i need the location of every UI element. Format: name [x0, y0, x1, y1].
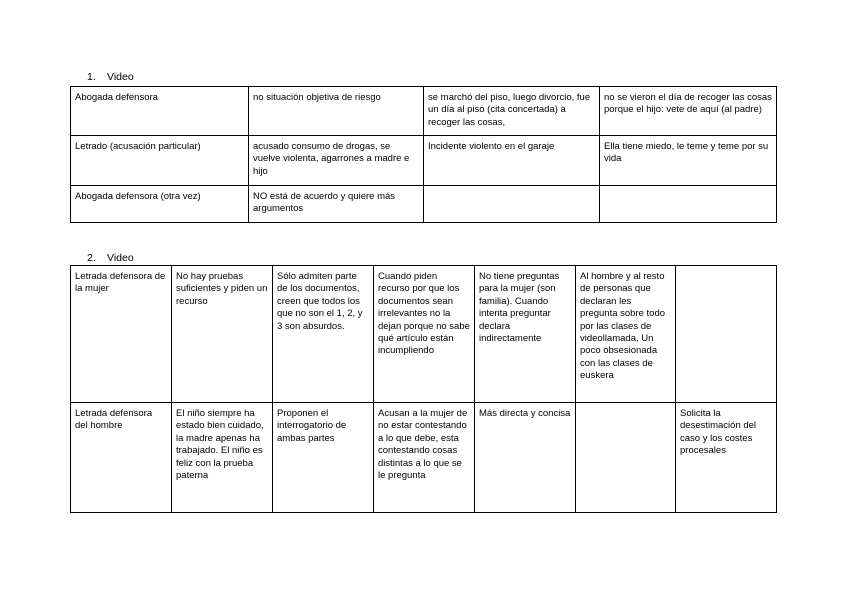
section1-number: 1.: [87, 71, 96, 83]
table-cell: Letrado (acusación particular): [71, 136, 249, 186]
section1-table: [70, 86, 777, 223]
table-cell: no situación objetiva de riesgo: [249, 87, 424, 136]
section2-title: Video: [107, 252, 134, 264]
table-cell: Abogada defensora: [71, 87, 249, 136]
table-cell: NO está de acuerdo y quiere más argumentos: [249, 186, 424, 223]
table-row: [71, 87, 777, 136]
table-cell: Proponen el interrogatorio de ambas partes: [273, 403, 374, 513]
table-cell: No hay pruebas suficientes y piden un recurso: [172, 266, 273, 403]
table-cell: Cuando piden recurso por que los documentos sean irrelevantes no la dejan porque no sabe qué artículo están incumpliendo: [374, 266, 475, 403]
table-cell: Letrada defensora del hombre: [71, 403, 172, 513]
table-cell: acusado consumo de drogas, se vuelve violenta, agarrones a madre e hijo: [249, 136, 424, 186]
table-cell: No tiene preguntas para la mujer (son familia). Cuando intenta preguntar declara indirectamente: [475, 266, 576, 403]
table-cell: Sólo admiten parte de los documentos, creen que todos los que no son el 1, 2, y 3 son absurdos.: [273, 266, 374, 403]
table-cell: El niño siempre ha estado bien cuidado, la madre apenas ha trabajado. El niño es feliz con la prueba paterna: [172, 403, 273, 513]
table-cell: no se vieron el día de recoger las cosas porque el hijo: vete de aquí (al padre): [600, 87, 777, 136]
table-cell: Abogada defensora (otra vez): [71, 186, 249, 223]
table-cell: se marchó del piso, luego divorcio, fue un día al piso (cita concertada) a recoger las cosas,: [424, 87, 600, 136]
table-cell: Ella tiene miedo, le teme y teme por su vida: [600, 136, 777, 186]
section2-number: 2.: [87, 252, 96, 264]
table-row: [71, 266, 777, 403]
table-row: [71, 403, 777, 513]
section1-title: Video: [107, 71, 134, 83]
table-cell: Más directa y concisa: [475, 403, 576, 513]
section2-heading: [87, 252, 134, 264]
table-cell: [676, 266, 777, 403]
table-row: [71, 186, 777, 223]
table-cell: Letrada defensora de la mujer: [71, 266, 172, 403]
table-cell: Al hombre y al resto de personas que declaran les pregunta sobre todo por las clases de videollamada, Un poco obsesionada con las clases de euskera: [576, 266, 676, 403]
table-cell: Solicita la desestimación del caso y los costes procesales: [676, 403, 777, 513]
table-row: [71, 136, 777, 186]
table-cell: [424, 186, 600, 223]
section1-heading: [87, 71, 134, 83]
table-cell: [600, 186, 777, 223]
section2-table: [70, 265, 777, 513]
table-cell: Incidente violento en el garaje: [424, 136, 600, 186]
table-cell: [576, 403, 676, 513]
table-cell: Acusan a la mujer de no estar contestando a lo que debe, esta contestando cosas distintas a lo que se le pregunta: [374, 403, 475, 513]
